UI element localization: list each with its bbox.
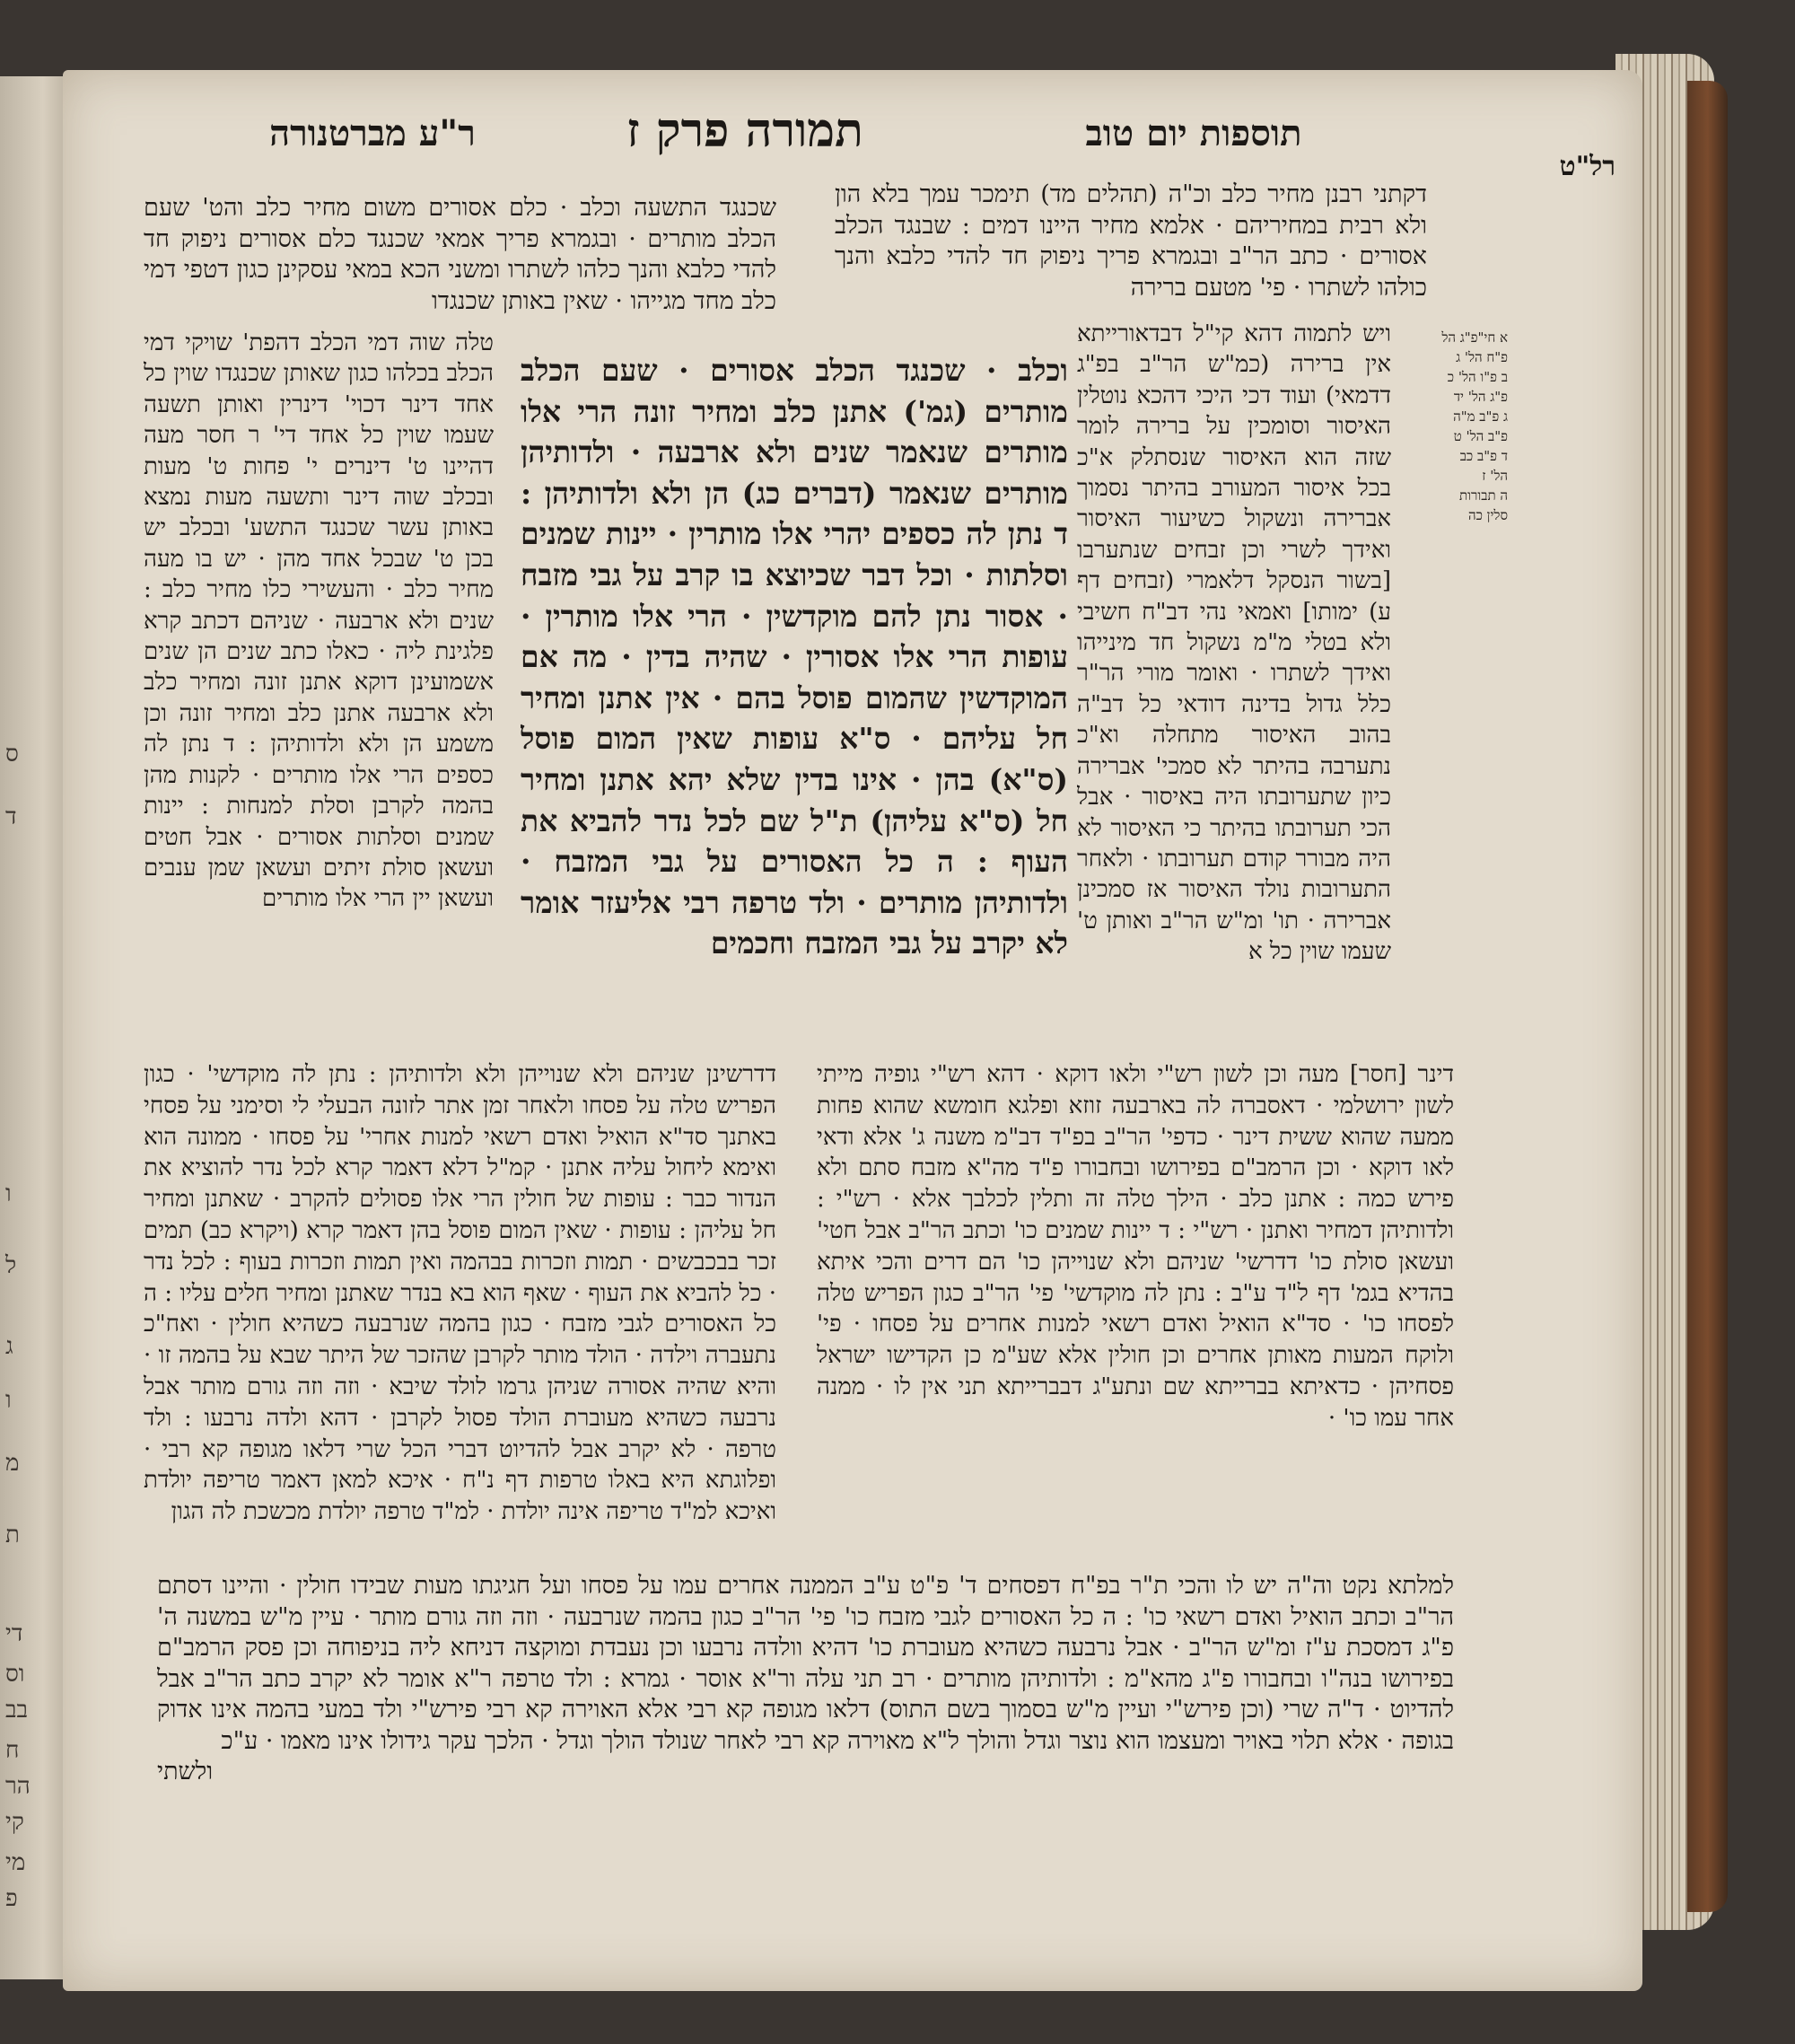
running-head-right: תוספות יום טוב bbox=[1085, 112, 1302, 154]
prev-page-fragment: ג bbox=[5, 1333, 13, 1360]
margin-note: ב פ"ו הל' כ bbox=[1447, 369, 1508, 385]
tosafot-top-text: דקתני רבנן מחיר כלב וכ"ה (תהלים מד) תימכר עמך בלא הון ולא רבית במחיריהם · אלמא מחיר היינו דמים : שבנגד הכלב אסורים · כתב הר"ב ובגמרא פריך ניפוק חד להדי כלבא והנך כולהו לשתרו · פי' מטעם ברירה bbox=[835, 180, 1427, 302]
prev-page-fragment: הר bbox=[5, 1773, 31, 1800]
margin-note: ד פ"ב כב bbox=[1459, 448, 1508, 464]
tosafot-right-text: ויש לתמוה דהא קי"ל דבדאורייתא אין ברירה (כמ"ש הר"ב בפ"ג דדמאי) ועוד דכי היכי דהכא נוטלין האיסור וסומכין על ברירה לומר שזה הוא האיסור שנסתלק א"כ בכל איסור המעורב בהיתר נסמוך אברירה ונשקול כשיעור האיסור ואידך לשרי וכן זבחים שנתערבו [בשור הנסקל דלאמרי (זבחים דף ע) ימותו] ואמאי נהי דב"ח חשיבי ולא בטלי מ"מ נשקול חד מינייהו ואידך לשתרו · ואומר מורי הר"ר כלל גדול בדינה דודאי כל דב"ה בהוב האיסור מתחלה וא"כ נתערבה בהיתר לא סמכי' אברירה כיון שתערובתו היה באיסור · אבל הכי תערובתו בהיתר כי האיסור לא היה מבורר קודם תערובתו · ולאחר התערובות נולד האיסור אז סמכינן אברירה · תו' ומ"ש הר"ב ואותן ט' שעמו שוין כל א bbox=[1077, 320, 1391, 966]
margin-note: פ"ח הל' ג bbox=[1456, 349, 1508, 365]
prev-page-fragment: מי bbox=[5, 1849, 26, 1876]
prev-page-fragment: ח bbox=[5, 1737, 20, 1764]
tosafot-yom-tov-right-column bbox=[1077, 319, 1391, 1055]
mishnah-text-block bbox=[521, 350, 1068, 1010]
margin-notes bbox=[1396, 328, 1508, 597]
prev-page-fragment: ד bbox=[5, 803, 17, 830]
prev-page-fragment: בב bbox=[5, 1697, 29, 1724]
prev-page-fragment: וס bbox=[5, 1661, 25, 1688]
running-head-center: תמורה פרק ז bbox=[626, 103, 863, 158]
margin-note: הל' ז bbox=[1482, 468, 1508, 484]
book-spine-edge bbox=[1687, 81, 1728, 1912]
page-number: רל"ט bbox=[1559, 151, 1616, 182]
margin-note: ג פ"ב מ"ה bbox=[1453, 408, 1508, 425]
prev-page-fragment: ו bbox=[5, 1387, 12, 1414]
tosafot-yom-tov-bottom bbox=[157, 1571, 1454, 1876]
tosafot-yom-tov-middle bbox=[817, 1059, 1454, 1566]
tosafot-bottom-text: למלתא נקט וה"ה יש לו והכי ת"ר בפ"ח דפסחים ד' פ"ט ע"ב הממנה אחרים עמו על פסחו ועל חגיגתו מעות שבידו חולין · והיינו דסתם הר"ב וכתב הואיל ואדם רשאי כו' : ה כל האסורים לגבי מזבח כו' פי' הר"ב כגון בהמה שנרבעה · וזה וזה גורם מותר · עיין מ"ש במשנה ה' פ"ג דמסכת ע"ז ומ"ש הר"ב · אבל נרבעה כשהיא מעוברת כו' דהיא וולדה נרבעו וכן נעבדת ומוקצה דניחא ליה בניפוחה וכן פסק הרמב"ם בפירושו בנה"ו ובחבורו פ"ג מהא"מ : ולדותיהן מותרים · רב תני עלה ור"א אוסר · גמרא : ולד טרפה ר"א אומר לא יקרב כתב הר"ב אבל להדיוט · ד"ה שרי (וכן פירש"י ועיין מ"ש בסמוך בשם התוס) דלאו מגופה קא רבי אלא האוירה קא רבי פירש"י ולד במעי בהמה אינו אדוק בגופה · אלא תלוי באויר ומעצמו הוא נוצר וגדל והולך ל"א מאוירה קא רבי לאחר שנולד הולך וגדל · הלכך עקר גידולו אינו מאמו · ע"כ bbox=[157, 1572, 1454, 1755]
mishnah-text: וכלב · שכנגד הכלב אסורים · שעם הכלב מותרים (גמ') אתנן כלב ומחיר זונה הרי אלו מותרים שנאמר שנים ולא ארבעה · ולדותיהן מותרים שנאמר (דברים כג) הן ולא ולדותיהן : ד נתן לה כספים יהרי אלו מותרין · יינות שמנים וסלתות · וכל דבר שכיוצא בו קרב על גבי מזבח · אסור נתן להם מוקדשין · הרי אלו מותרין · עופות הרי אלו אסורין · שהיה בדין · מה אם המוקדשין שהמום פוסל בהם · אין אתנן ומחיר חל עליהם · ס"א עופות שאין המום פוסל (ס"א) בהן · אינו בדין שלא יהא אתנן ומחיר חל (ס"א עליהן) ת"ל שם לכל נדר להביא את העוף : ה כל האסורים על גבי המזבח · ולדותיהן מותרים · ולד טרפה רבי אליעזר אומר לא יקרב על גבי המזבח וחכמים bbox=[521, 353, 1068, 961]
bartenura-left-column bbox=[144, 328, 494, 1064]
prev-page-fragment: ת bbox=[5, 1522, 20, 1548]
catchword: ולשתי bbox=[157, 1758, 214, 1785]
tosafot-middle-text: דינר [חסר] מעה וכן לשון רש"י ולאו דוקא · דהא רש"י גופיה מייתי לשון ירושלמי · דאסברה לה בארבעה זוזא ופלגא חומשא שהוא פחות ממעה שהוא ששית דינר · כדפי' הר"ב בפ"ד דב"מ משנה ג' אלא ודאי לאו דוקא · וכן הרמב"ם בפירושו ובחבורו פ"ד מה"א מזבח סתם ולא פירש כמה : אתנן כלב · הילך טלה זה ותלין לכלבך אלא · רש"י : ולדותיהן דמחיר ואתנן · רש"י : ד יינות שמנים כו' וכתב הר"ב אבל חטי' ועשאן סולת כו' דדרשי' שניהם ולא שנוייהן כו' הם דרים והכי איתא בהדיא בגמ' דף ל"ד ע"ב : נתן לה מוקדשי' פי' הר"ב כגון הפריש טלה לפסחו כו' · סד"א הואיל ואדם רשאי למנות אחרים על פסחו · פי' ולוקח המעות מאותן אחרים וכן חולין אלא שע"מ כן הקדישו ישראל פסחיהן · כדאיתא בברייתא שם ונתע"ג דבברייתא תני אין לו · ממנה אחר עמו כו' · bbox=[817, 1061, 1454, 1432]
bartenura-middle-text: דדרשינן שניהם ולא שנוייהן ולא ולדותיהן : נתן לה מוקדשי' · כגון הפריש טלה על פסחו ולאחר זמן אתר לזונה הבעלי לי וסימני על פסחי באתנך סד"א הואיל ואדם רשאי למנות אחרי' על פסחו · ממונה הוא ואימא ליחול עליה אתנן · קמ"ל דלא דאמר קרא לכל נדר להוציא את הנדור כבר : עופות של חולין הרי אלו פסולים להקרב · שאתנן ומחיר חל עליהן : עופות · שאין המום פוסל בהן דאמר קרא (ויקרא כב) תמים זכר בבכבשים · תמות וזכרות בבהמה ואין תמות וזכרות בעוף : לכל נדר · כל להביא את העוף · שאף הוא בא בנדר שאתנן ומחיר חלים עליו : ה כל האסורים לגבי מזבח · כגון בהמה שנרבעה כשהיא חולין · ואח"כ נתעברה וילדה · הולד מותר לקרבן שהזכר של היתר שבא על בהמה זו · והיא שהיה אסורה שניהן גרמו לולד שיבא · וזה וזה גורם מותר אבל נרבעה כשהיא מעוברת הולד פסול לקרבן · דהא ולדה נרבעו : ולד טרפה · לא יקרב אבל להדיוט דברי הכל שרי דלאו מגופה קא רבי · ופלוגתא היא באלו טרפות דף נ"ח · איכא למאן דאמר טריפה יולדת ואיכא למ"ד טריפה אינה יולדת · למ"ד טרפה יולדת מכשכת לה הגון bbox=[144, 1061, 776, 1526]
margin-note: א חי"פ"ג הל bbox=[1441, 329, 1508, 346]
prev-page-fragment: ו bbox=[5, 1180, 12, 1207]
prev-page-fragment: ס bbox=[5, 741, 19, 768]
bartenura-top bbox=[144, 193, 776, 319]
bartenura-top-text: שכנגד התשעה וכלב · כלם אסורים משום מחיר כלב והט' שעם הכלב מותרים · ובגמרא פריך אמאי שכנגד כלם אסורים ניפוק חד להדי כלבא והנך כלהו לשתרו ומשני הכא במאי עסקינן כגון דטפי דמי כלב מחד מגייהו · שאין באותן שכנגדו bbox=[144, 194, 776, 315]
margin-note: סלין כה bbox=[1467, 507, 1508, 523]
prev-page-fragment: ל bbox=[5, 1252, 17, 1279]
margin-note: ה תבורות bbox=[1459, 487, 1508, 504]
prev-page-fragment: די bbox=[5, 1620, 23, 1647]
prev-page-fragment: קי bbox=[5, 1809, 24, 1836]
prev-page-fragment: מ bbox=[5, 1450, 20, 1477]
running-head-left: ר"ע מברטנורה bbox=[269, 112, 476, 154]
margin-note: פ"ג הל' יד bbox=[1453, 389, 1508, 405]
margin-note: פ"ב הל' ט bbox=[1453, 428, 1508, 444]
bartenura-left-text: טלה שוה דמי הכלב דהפת' שויקי דמי הכלב בכלהו כגון שאותן שכנגדו שוין כל אחד דינר דכוי' דינרין ואותן תשעה שעמו שוין כל אחד די' ר חסר מעה דהיינו ט' דינרים י' פחות ט' מעות ובכלב שוה דינר ותשעה מעות נמצא באותן עשר שכנגד התשע' ובכלב יש בכן ט' שבכל אחד מהן · יש בו מעה מחיר כלב · והעשירי כלו מחיר כלב : שנים ולא ארבעה · שניהם דכתב קרא פלגינת ליה · כאלו כתב שנים הן שנים אשמועינן דוקא אתנן זונה ומחיר כלב ולא ארבעה אתנן כלב ומחיר זונה וכן משמע הן ולא ולדותיהן : ד נתן לה כספים הרי אלו מותרים · לקנות מהן בהמה לקרבן וסלת למנחות : יינות שמנים וסלתות אסורים · אבל חטים ועשאן סולת זיתים ועשאן שמן ענבים ועשאן יין הרי אלו מותרים bbox=[144, 329, 494, 913]
prev-page-fragment: פ bbox=[5, 1885, 18, 1912]
tosafot-yom-tov-top bbox=[835, 180, 1427, 323]
